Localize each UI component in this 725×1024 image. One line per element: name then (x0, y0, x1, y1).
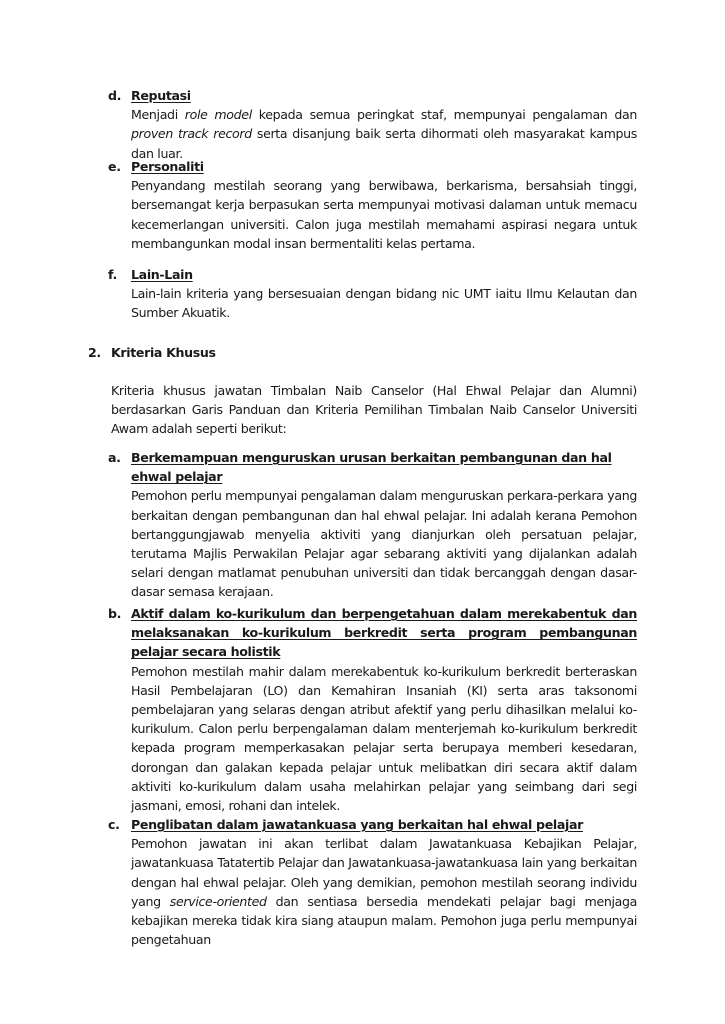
item-body: Penyandang mestilah seorang yang berwibawa, berkarisma, bersahsiah tinggi, bersemangat kerja berpasukan serta mempunyai motivasi dalaman untuk memacu kecemerlangan universiti. Calon juga mestilah memahami aspirasi negara untuk membangunkan modal insan bermentaliti kelas pertama. (131, 178, 637, 251)
item-body: Pemohon mestilah mahir dalam merekabentuk ko-kurikulum berkredit berteraskan Hasil Pembelajaran (LO) dan Kemahiran Insaniah (KI) serta aras taksonomi pembelajaran yang selaras dengan atribut afektif yang perlu dihasilkan melalui ko-kurikulum. Calon perlu berpengalaman dalam menterjemah ko-kurikulum berkredit kepada program memperkasakan pelajar serta berupaya memberi kesedaran, dorongan dan galakan kepada pelajar untuk melibatkan diri secara aktif dalam aktiviti ko-kurikulum dalam usaha melahirkan pelajar yang seimbang dari segi jasmani, emosi, rohani dan intelek. (131, 663, 637, 814)
item-marker: c. (108, 817, 120, 832)
body-text: serta disanjung baik serta dihormati oleh masyarakat kampus dan luar. (131, 126, 637, 161)
item-marker: a. (108, 450, 121, 465)
item-marker: e. (108, 159, 121, 174)
criteria-item-pembangunan (108, 448, 637, 602)
body-text: Menjadi (131, 107, 185, 123)
item-marker: d. (108, 88, 122, 103)
body-text: kepada semua peringkat staf, mempunyai pengalaman dan (251, 107, 637, 123)
item-marker: b. (108, 606, 122, 621)
item-body (131, 834, 637, 949)
criteria-item-lain-lain (108, 265, 637, 323)
item-heading: Penglibatan dalam jawatankuasa yang berkaitan hal ehwal pelajar (131, 817, 584, 832)
item-heading: Personaliti (131, 159, 204, 174)
item-body (131, 105, 637, 163)
item-heading: Reputasi (131, 88, 191, 103)
section-title: Kriteria Khusus (111, 345, 216, 360)
section-intro: Kriteria khusus jawatan Timbalan Naib Canselor (Hal Ehwal Pelajar dan Alumni) berdasarkan Garis Panduan dan Kriteria Pemilihan Timbalan Naib Canselor Universiti Awam adalah seperti berikut: (111, 383, 637, 437)
criteria-item-ko-kurikulum (108, 604, 637, 815)
item-heading: Berkemampuan menguruskan urusan berkaitan pembangunan dan hal ehwal pelajar (131, 450, 612, 485)
item-body: Pemohon perlu mempunyai pengalaman dalam menguruskan perkara-perkara yang berkaitan dengan pembangunan dan hal ehwal pelajar. Ini adalah kerana Pemohon bertanggungjawab menyelia aktiviti yang dianjurkan oleh persatuan pelajar, terutama Majlis Perwakilan Pelajar agar sebarang aktiviti yang dijalankan adalah selari dengan matlamat penubuhan universiti dan tidak bercanggah dengan dasar-dasar semasa kerajaan. (131, 488, 637, 600)
section-heading (88, 343, 637, 362)
criteria-item-reputasi (108, 86, 637, 163)
body-italic-text: service-oriented (169, 893, 267, 909)
section-number: 2. (88, 345, 101, 360)
body-text: dan sentiasa bersedia mendekati pelajar bagi menjaga kebajikan mereka tidak kira siang ataupun malam. Pemohon juga perlu mempunyai pengetahuan (131, 893, 638, 948)
item-heading: Aktif dalam ko-kurikulum dan berpengetahuan dalam merekabentuk dan melaksanakan ko-kurikulum berkredit serta program pembangunan pelajar secara holistik (131, 606, 637, 660)
criteria-item-jawatankuasa (108, 815, 637, 949)
criteria-item-personaliti (108, 157, 637, 253)
body-italic-text: role model (184, 107, 252, 123)
body-italic-text: proven track record (131, 126, 252, 142)
item-marker: f. (108, 267, 117, 282)
item-body: Lain-lain kriteria yang bersesuaian dengan bidang nic UMT iaitu Ilmu Kelautan dan Sumber Akuatik. (131, 286, 637, 321)
body-text: Pemohon jawatan ini akan terlibat dalam Jawatankuasa Kebajikan Pelajar, jawatankuasa Tatatertib Pelajar dan Jawatankuasa-jawatankuasa lain yang berkaitan dengan hal ehwal pelajar. Oleh yang demikian, pemohon mestilah seorang individu yang (131, 836, 637, 909)
item-heading: Lain-Lain (131, 267, 193, 282)
